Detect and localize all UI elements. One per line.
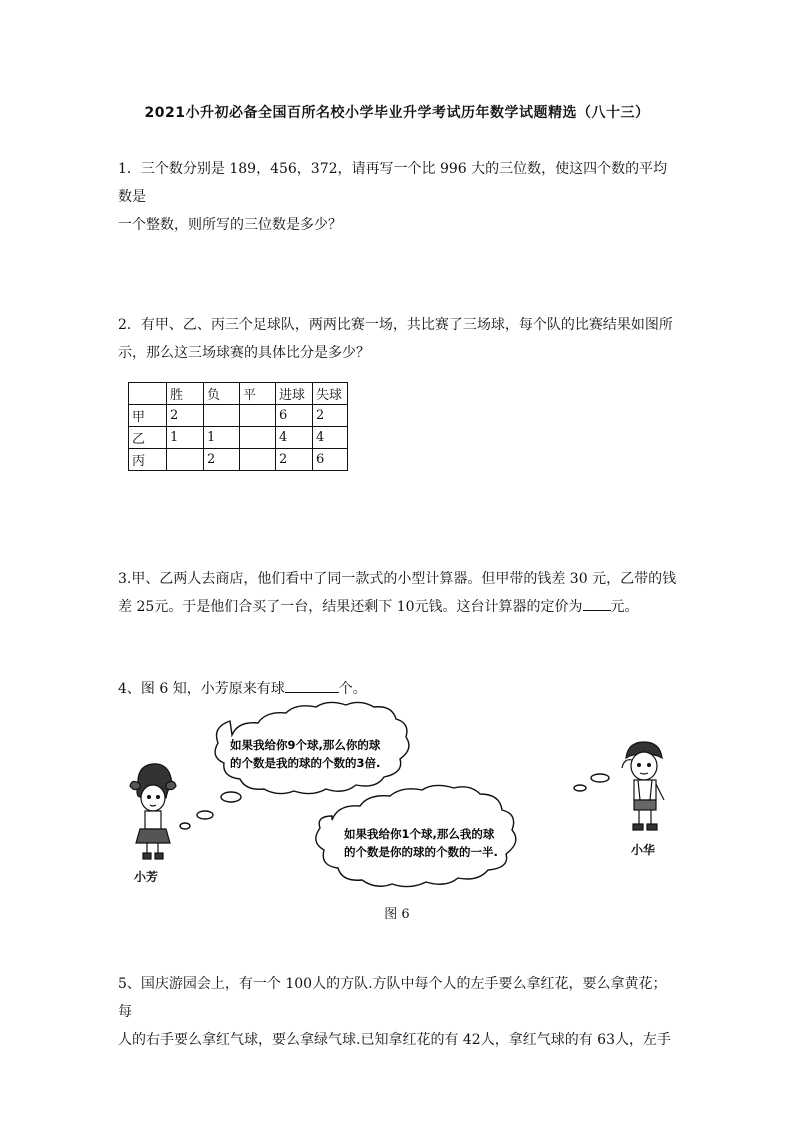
table-header-cell: 负 [204,383,240,405]
table-cell: 2 [167,405,204,427]
boy-figure [622,742,664,830]
table-header-cell: 失球 [313,383,348,405]
page-title: 2021小升初必备全国百所名校小学毕业升学考试历年数学试题精选（八十三） [144,105,650,121]
table-cell: 甲 [129,405,167,427]
girl-figure [130,764,176,859]
table-cell: 1 [204,427,240,449]
table-cell: 2 [313,405,348,427]
question-3-unit: 元。 [610,599,639,615]
bubble-right-line-1: 如果我给你1个球,那么我的球 [344,827,495,841]
question-5-line-1: 5、国庆游园会上，有一个 100人的方队.方队中每个人的左手要么拿红花，要么拿黄花；每 [118,976,667,1020]
table-cell: 2 [276,449,313,471]
bubble-right-line-2: 的个数是你的球的个数的一半. [344,845,498,859]
table-cell: 6 [313,449,348,471]
table-cell: 1 [167,427,204,449]
question-2-line-2: 示，那么这三场球赛的具体比分是多少？ [118,345,370,361]
question-4-text: 4、图 6 知，小芳原来有球 [118,681,285,697]
bubble-left-line-1: 如果我给你9个球,那么你的球 [230,738,381,752]
table-cell: 6 [276,405,313,427]
bubble-left-line-2: 的个数是我的球的个数的3倍. [230,756,381,770]
table-cell: 4 [276,427,313,449]
question-3-line-1: 3.甲、乙两人去商店，他们看中了同一款式的小型计算器。但甲带的钱差 30 元，乙带的钱 [118,571,677,587]
girl-name-label: 小芳 [134,870,159,884]
question-5 [118,970,678,1054]
boy-name-label: 小华 [631,843,656,857]
question-1-line-2: 一个整数，则所写的三位数是多少？ [118,217,342,233]
table-cell: 2 [204,449,240,471]
table-cell: 丙 [129,449,167,471]
table-header-cell: 胜 [167,383,204,405]
question-1-line-1: 1．三个数分别是 189，456，372，请再写一个比 996 大的三位数，使这四个数的平均数是 [118,161,668,205]
table-header-cell: 平 [240,383,276,405]
table-header-cell: 进球 [276,383,313,405]
table-cell: 4 [313,427,348,449]
table-cell: 乙 [129,427,167,449]
figure-caption: 图 6 [384,907,410,922]
question-5-line-2: 人的右手要么拿红气球，要么拿绿气球.已知拿红花的有 42人，拿红气球的有 63人，左手 [118,1032,671,1048]
question-3-line-2: 差 25元。于是他们合买了一台，结果还剩下 10元钱。这台计算器的定价为 [118,599,583,615]
question-2-line-1: 2．有甲、乙、丙三个足球队，两两比赛一场，共比赛了三场球，每个队的比赛结果如图所 [118,317,673,333]
question-4-unit: 个。 [338,681,367,697]
